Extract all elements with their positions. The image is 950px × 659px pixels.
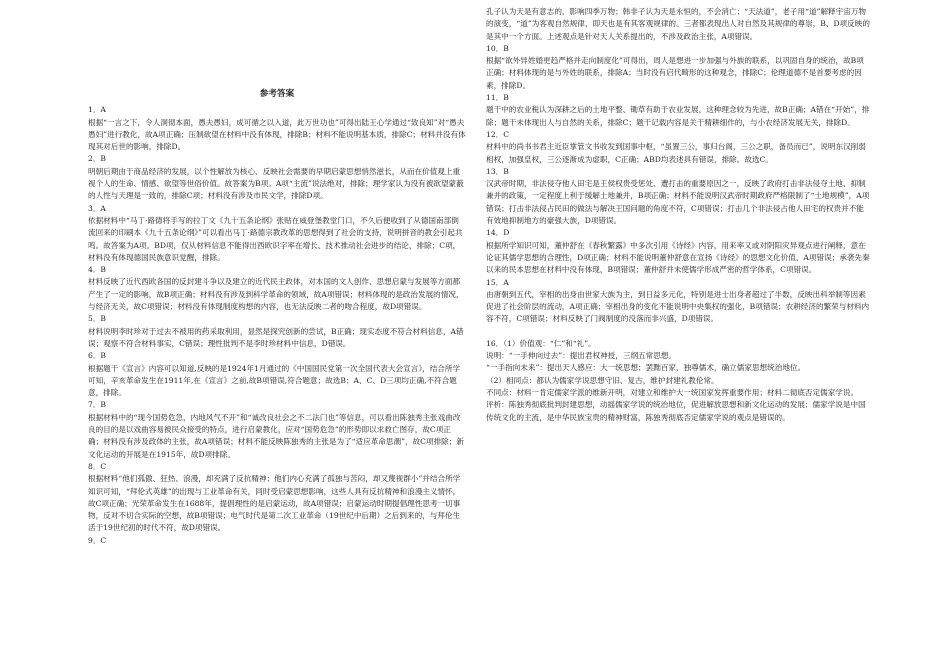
answer-number: 7．B — [88, 400, 107, 410]
answer-explanation: 根据“欲外异姓婚更趋严格并走向制度化”可得出，周人是想进一步加强与外族的联系，以巩固自身的统治，故B项正确；材料体现的是与外姓的联系，排除A；当时没有启代畸形的这种观念，排除C；伦理道德不是首要考虑的因素，排除D。 — [486, 56, 864, 90]
answer-item — [486, 92, 870, 129]
answer-item — [88, 535, 466, 547]
answer-explanation: 材料反映了近代西欧各国的反封建斗争以及建立的近代民主政体，对本国的文人创作、思想启蒙与发展等方面都产生了一定的影响，故B项正确；材料没有涉及到科学革命的领域，故A项错误；材料体现的是政治发展的情况，与经济无关，故C项错误；材料没有体现制度构想的内容，也无法反映二者的吻合程度，故D项错误。 — [88, 277, 464, 312]
question-16-line: 说明：“一手伸向过去”：提出君权神授，三纲五常思想。 — [486, 351, 677, 361]
answer-item — [88, 104, 466, 153]
answer-number: 2．B — [88, 154, 107, 164]
answer-explanation: 根据材料中的“现今国势危急，内地风气不开”和“诚改良社会之不二法门也”等信息，可以看出陈独秀主张戏曲改良的目的是以戏曲容易被民众接受的特点，进行启蒙教化，应对“国势危急”的形势即以求救亡图存，故C项正确；材料没有涉及政体的主张，故A项错误；材料不能反映陈独秀的主张是为了“适应革命思潮”，故C项排除；新文化运动的开展是在1915年，故D项排除。 — [88, 412, 464, 459]
answer-explanation: 材料中的尚书书君主近臣掌管文书收发到国事中枢，“虽置三公，事归台阁，三公之职，备员而已”，说明东汉削弱相权，加强皇权，三公逐渐成为虚职，C正确；ABD均表述具有错误，排除。故选C。 — [486, 142, 866, 164]
answer-explanation: 根据材料“他们孤傲、狂热、浪漫，却充满了反抗精神；他们内心充满了孤独与苦闷，却又蔑视群小”并结合所学知识可知，“拜伦式英雄”的出现与工业革命有关，同时受启蒙思想影响，这些人具有反抗精神和浪漫主义情怀，故C项正确；光荣革命发生在1688年，提倡理性的是启蒙运动，故A项错误；启蒙运动时期提倡理性思考一切事物，反对不切合实际的空想，故B项错误；电气时代是第二次工业革命（19世纪中后期）之后到来的，与拜伦生活于19世纪初的时代不符，故D项错误。 — [88, 474, 461, 533]
question-16-line: 不同点：材料一肯定儒家学派的维新开明，对建立和维护大一统国家发挥重要作用；材料二彻底否定儒家学说。 — [486, 387, 859, 397]
answer-item — [88, 313, 466, 350]
answer-item — [486, 277, 870, 326]
answer-explanation: 根据所学知识可知，董仲舒在《春秋繁露》中多次引用《诗经》内容，用来率又或对阴阳灾异观点进行阐释，意在论证其儒学思想的合理性，D项正确；材料不能说明董仲舒意在宣扬《诗经》的思想文化价值，A项错误；承袭先秦以来的民本思想在材料中没有体现，B项错误；董仲舒并未使儒学形成严密的哲学体系，C项错误。 — [486, 240, 870, 275]
answer-item — [88, 264, 466, 313]
answer-item — [486, 227, 870, 276]
answer-explanation: 依据材料中“马丁·路德将手写的拉丁文《九十五条论纲》张贴在威登堡教堂门口，不久后便收到了从德国南部倒流回来的印刷本《九十五条论纲》”可以看出马丁·路德宗教改革的思想得到了社会的支持，说明拼音的教会引起共鸣。故答案为A项。BD项，仅从材料信息不能得出西欧识字率在增长、技术推动社会进步的结论，排除；C项，材料没有体现德国民族意识觉醒，排除。 — [88, 215, 463, 262]
answer-number: 10．B — [486, 43, 509, 53]
answer-number: 3．A — [88, 203, 106, 213]
answer-explanation: 根据“一言之下，令人洞彻本面，愚夫愚妇，成可循之以入道，此万世功也”可得出陆王心学通过“致良知”对“愚夫愚妇”进行教化，故A项正确；压制欲望在材料中没有体现，排除B；材料不能说明基本质，排除C；材料并没有体现其对后世的影响，排除D。 — [88, 117, 466, 152]
question-16-line: （2）相同点：都认为儒家学说思想守旧、复古，维护封建礼教伦常。 — [486, 375, 719, 385]
answer-item — [486, 166, 870, 227]
left-column — [88, 88, 466, 547]
answer-item — [88, 461, 466, 535]
answer-item — [88, 203, 466, 264]
answer-number: 6．B — [88, 351, 107, 361]
answer-number: 13．B — [486, 166, 509, 176]
right-column — [486, 6, 870, 424]
answer-explanation: 明朝后期由于商品经济的发展，以个性解放为核心、反映社会需要的早期启蒙思想悄然滋长，从而在价值观上重视个人的生命、情感、欲望等世俗价值。故答案为B项。A项“主流”说法绝对，排除；理学家认为没有被欲望蒙蔽的人性与天理是一致的，排除C项；材料没有涉及市民文学，排除D项。 — [88, 166, 464, 201]
answer-number: 15．A — [486, 277, 509, 287]
left-answer-list — [88, 104, 466, 547]
answer-item — [486, 129, 870, 166]
answer-number: 4．B — [88, 265, 107, 275]
right-answer-list — [486, 6, 870, 326]
answer-item — [486, 6, 870, 43]
answer-number: 9．C — [88, 535, 107, 545]
answer-item — [88, 399, 466, 460]
answer-number: 8．C — [88, 461, 107, 471]
answer-explanation: 汉武帝时期，非法侵夺他人田宅是王侯权贵受惩处、遭打击的重要原因之一，反映了政府打击非法侵夺土地、抑制兼并的政策，一定程度上利于缓解土地兼并，B项正确；材料不能说明汉武帝时期政府严格限制了“土地规模”，A项错误；打击非法侵占民田的做法与解决王国问题的角度不符，C项错误；打击几个非法侵占他人田宅的权贵并不能有效地抑制地方的豪强大族，D项错误。 — [486, 179, 870, 226]
question-16-line: 评析：陈独秀彻底批判封建思想，动摇儒家学说的统治地位，促进解放思想和新文化运动的发展；儒家学说是中国传统文化的主流，是中华民族宝贵的精神财富，陈独秀彻底否定儒家学说的观点是错误的。 — [486, 400, 866, 422]
answer-number: 1．A — [88, 105, 106, 115]
question-16-head: 16．（1）价值观：“仁”和“礼”。 — [486, 338, 596, 348]
page-title: 参考答案 — [259, 89, 295, 99]
answer-explanation: 孔子认为天是有意志的，影响四季万物；韩非子认为天是永恒的，不会消亡；“天法道”，老子用“道”解释宇宙万物的演变，“道”为客观自然规律，即天也是有其客观规律的。三者都表现出人对自然及其规律的尊崇，B、D项反映的是其中一个方面。上述观点是针对天人关系提出的，不涉及政治主张，A项错误。 — [486, 7, 870, 41]
answer-item — [88, 350, 466, 399]
answer-item — [486, 43, 870, 92]
answer-explanation: 由唐朝到五代，宰相的出身由世家大族为主，到日益多元化，特别是进士出身者超过了半数，反映出科举制等因素促进了社会阶层的流动，A项正确；宰相出身的变化不能说明中央集权的强化，B项错误；农耕经济的繁荣与材料内容不符，C项错误；材料反映了门阀制度的没落而非兴盛，D项错误。 — [486, 289, 870, 324]
answer-number: 14．D — [486, 228, 510, 238]
question-16-block — [486, 338, 870, 424]
answer-number: 5．B — [88, 314, 107, 324]
answer-explanation: 材料说明李时珍对于过去不被用的药采取利用，显然是探究创新的尝试，B正确；现实态度不符合材料信息，A错误；观察不符合材料事实，C错误；理性批判不是李时珍材料中信息，D错误。 — [88, 326, 464, 348]
answer-item — [88, 153, 466, 202]
question-16-line: “一手指向未来”：提出天人感应：大一统思想；罢黜百家，独尊儒术，确立儒家思想统治地位。 — [486, 363, 806, 373]
answer-explanation: 题干中的农业税认为深耕之后的土地平整、锄草有助于农业发展，这种理念较为先进，故B正确；A错在“开始”，排除；题干未体现出人与自然的关系，排除C；题干记载内容是关于精耕细作的，与小农经济发展无关，排除D。 — [486, 105, 870, 127]
answer-number: 11．B — [486, 93, 509, 103]
answer-explanation: 根据题干《宣言》内容可以知道,反映的是1924年1月通过的《中国国民党第一次全国代表大会宣言》，结合所学可知，辛亥革命发生在1911年,在《宣言》之前,故B项错误,符合题意；故选B；A、C、D三项均正确,不符合题意，排除。 — [88, 363, 461, 398]
answer-number: 12．C — [486, 129, 510, 139]
